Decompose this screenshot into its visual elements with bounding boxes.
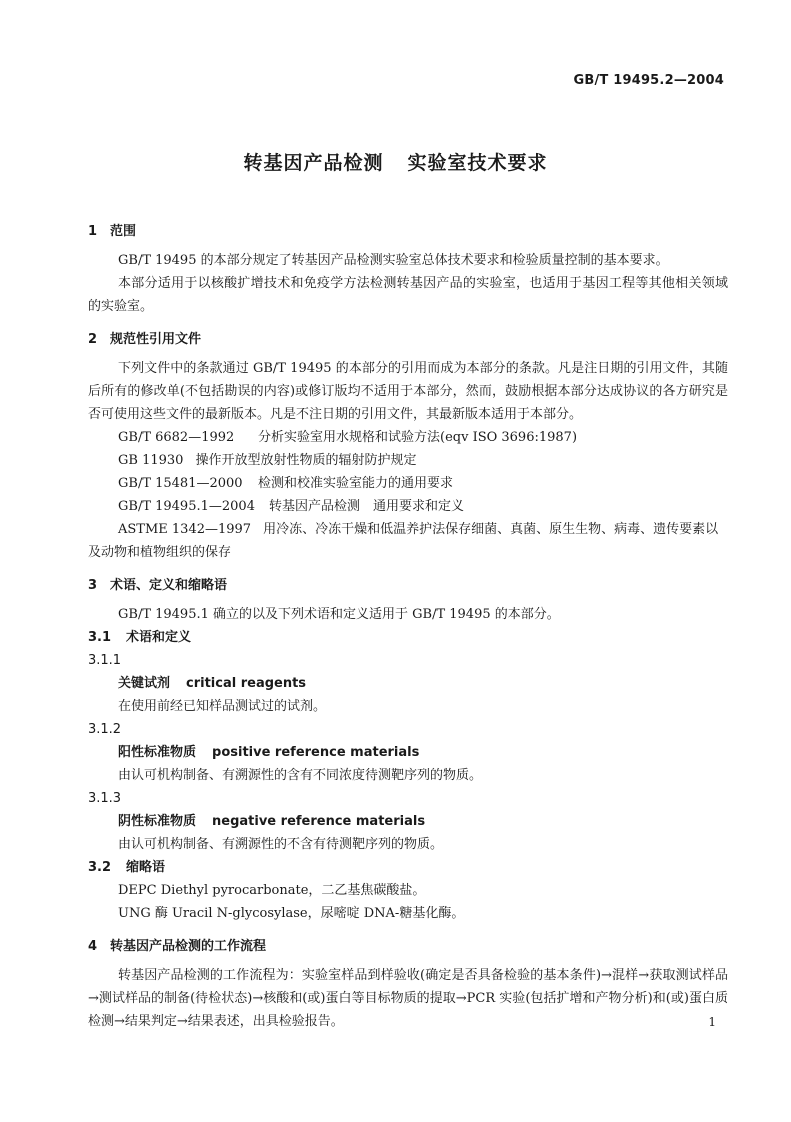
- term-definition: 在使用前经已知样品测试过的试剂。: [118, 699, 327, 714]
- reference-item: [88, 472, 728, 495]
- term-definition: 由认可机构制备、有溯源性的含有不同浓度待测靶序列的物质。: [118, 768, 483, 783]
- term-definition: 由认可机构制备、有溯源性的不含有待测靶序列的物质。: [118, 837, 444, 852]
- reference-item: [88, 426, 728, 449]
- section-title: 术语、定义和缩略语: [110, 578, 228, 593]
- term-number: 3.1.2: [88, 722, 122, 737]
- section-1-heading: [88, 220, 728, 243]
- section-2-heading: [88, 328, 728, 351]
- reference-title: 检测和校准实验室能力的通用要求: [258, 476, 454, 491]
- term-entry: [88, 741, 728, 764]
- section-number: 1: [88, 224, 98, 239]
- section-number: 3: [88, 578, 98, 593]
- term-entry: [88, 672, 728, 695]
- reference-item: [88, 495, 728, 518]
- paragraph: 本部分适用于以核酸扩增技术和免疫学方法检测转基因产品的实验室，也适用于基因工程等其他相关领域的实验室。: [88, 276, 728, 314]
- reference-code: GB/T 19495.1—2004: [118, 499, 255, 514]
- paragraph: GB/T 19495 的本部分规定了转基因产品检测实验室总体技术要求和检验质量控制的基本要求。: [118, 253, 669, 268]
- term-number: 3.1.3: [88, 791, 122, 806]
- term-entry: [88, 810, 728, 833]
- reference-title: 分析实验室用水规格和试验方法(eqv ISO 3696:1987): [258, 430, 578, 445]
- subsection-3-2-heading: [88, 856, 728, 879]
- term-zh: 关键试剂: [118, 676, 171, 691]
- document-body: [88, 220, 728, 1033]
- reference-code: ASTME 1342—1997: [118, 522, 252, 537]
- paragraph: 转基因产品检测的工作流程为：实验室样品到样验收(确定是否具备检验的基本条件)→混样→获取测试样品→测试样品的制备(待检状态)→核酸和(或)蛋白等目标物质的提取→PCR 实验(包括扩增和产物分析)和(或)蛋白质检测→结果判定→结果表述，出具检验报告。: [88, 968, 728, 1029]
- section-title: 转基因产品检测的工作流程: [110, 939, 267, 954]
- page-number: 1: [708, 1015, 716, 1029]
- section-4-heading: [88, 935, 728, 958]
- reference-title: 用冷冻、冷冻干燥和低温养护法保存细菌、真菌、原生生物、病毒、遗传要素以及动物和植物组织的保存: [88, 522, 719, 560]
- paragraph: 下列文件中的条款通过 GB/T 19495 的本部分的引用而成为本部分的条款。凡是注日期的引用文件，其随后所有的修改单(不包括勘误的内容)或修订版均不适用于本部分，然而，鼓励根据本部分达成协议的各方研究是否可使用这些文件的最新版本。凡是不注日期的引用文件，其最新版本适用于本部分。: [88, 361, 728, 422]
- subsection-3-1-heading: [88, 626, 728, 649]
- paragraph: GB/T 19495.1 确立的以及下列术语和定义适用于 GB/T 19495 的本部分。: [118, 607, 560, 622]
- document-title: [0, 148, 791, 175]
- reference-item: [88, 518, 728, 564]
- reference-title: 操作开放型放射性物质的辐射防护规定: [195, 453, 417, 468]
- title-part-1: 转基因产品检测: [243, 152, 384, 174]
- term-en: critical reagents: [186, 676, 307, 691]
- term-number: 3.1.1: [88, 653, 122, 668]
- section-number: 4: [88, 939, 98, 954]
- term-en: negative reference materials: [212, 814, 426, 829]
- reference-code: GB/T 6682—1992: [118, 430, 235, 445]
- abbreviation-item: DEPC Diethyl pyrocarbonate，二乙基焦碳酸盐。: [118, 883, 426, 898]
- term-zh: 阴性标准物质: [118, 814, 197, 829]
- reference-code: GB 11930: [118, 453, 184, 468]
- section-number: 3.2: [88, 860, 112, 875]
- term-zh: 阳性标准物质: [118, 745, 197, 760]
- section-title: 术语和定义: [126, 630, 192, 645]
- section-3-heading: [88, 574, 728, 597]
- section-title: 范围: [110, 224, 137, 239]
- term-en: positive reference materials: [212, 745, 420, 760]
- title-part-2: 实验室技术要求: [407, 152, 548, 174]
- section-title: 缩略语: [126, 860, 166, 875]
- section-title: 规范性引用文件: [110, 332, 202, 347]
- standard-number: GB/T 19495.2—2004: [573, 73, 724, 88]
- abbreviation-item: UNG 酶 Uracil N-glycosylase，尿嘧啶 DNA-糖基化酶。: [118, 906, 465, 921]
- reference-item: [88, 449, 728, 472]
- section-number: 2: [88, 332, 98, 347]
- reference-code: GB/T 15481—2000: [118, 476, 243, 491]
- section-number: 3.1: [88, 630, 112, 645]
- reference-title: 转基因产品检测 通用要求和定义: [268, 499, 464, 514]
